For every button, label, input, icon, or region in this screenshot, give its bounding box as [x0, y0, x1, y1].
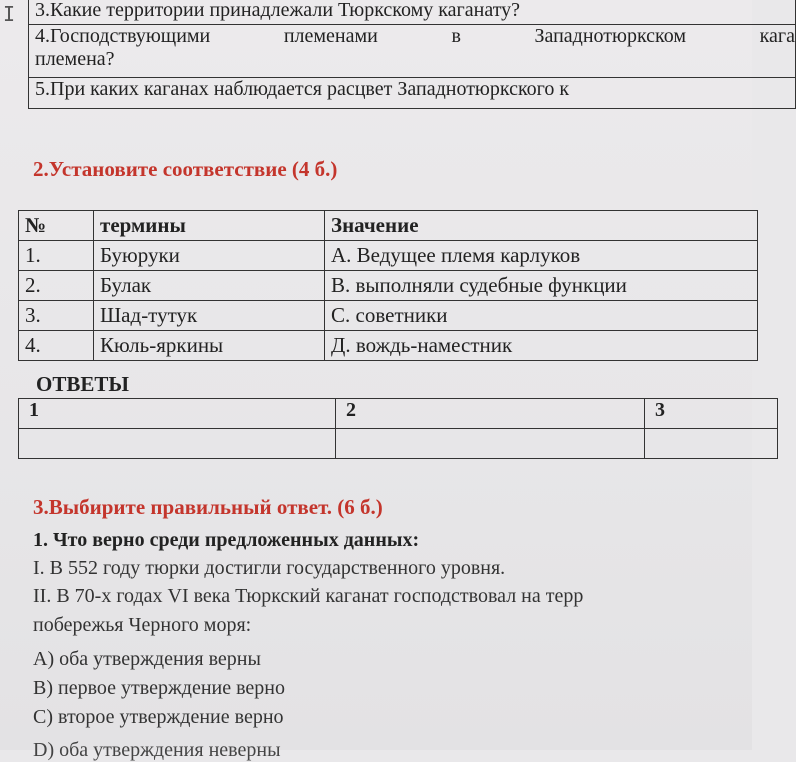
table-header-row	[19, 211, 758, 241]
meaning-cell: С. советники	[325, 301, 758, 331]
statement-1: I. В 552 году тюрки достигли государственного уровня.	[33, 557, 506, 579]
option-a: А) оба утверждения верны	[33, 648, 261, 670]
column-header-number: №	[19, 211, 94, 241]
table-row	[29, 0, 796, 25]
table-row	[19, 301, 758, 331]
meaning-cell: А. Ведущее племя карлуков	[325, 241, 758, 271]
meaning-cell: Д. вождь-наместник	[325, 331, 758, 361]
table-row	[29, 25, 796, 78]
row-number: 1.	[19, 241, 94, 271]
answer-header-2: 2	[336, 399, 645, 429]
table-row	[19, 271, 758, 301]
option-d: D) оба утверждения неверны	[33, 739, 281, 761]
answer-header-3: 3	[645, 399, 778, 429]
text-cursor-icon: I	[3, 2, 16, 26]
row-number: 3.	[19, 301, 94, 331]
section-2-title: 2.Установите соответствие (4 б.)	[33, 157, 338, 181]
answer-cell-2	[336, 429, 645, 459]
matching-table	[18, 210, 758, 361]
answers-label: ОТВЕТЫ	[36, 372, 129, 396]
question-4	[29, 25, 796, 78]
section-3-title: 3.Выбирите правильный ответ. (6 б.)	[33, 495, 383, 519]
question-4-line2: племена?	[35, 48, 115, 70]
question-3: 3.Какие территории принадлежали Тюркскому каганату?	[29, 0, 796, 25]
statement-2: II. В 70-х годах VI века Тюркский каганат господствовал на терр	[33, 585, 584, 607]
answer-cell-1	[19, 429, 336, 459]
table-row	[19, 331, 758, 361]
answer-cell-3	[645, 429, 778, 459]
question-4-line1: 4.Господствующими племенами в Западнотюркском кага	[35, 25, 795, 47]
term-cell: Шад-тутук	[94, 301, 325, 331]
table-header-row	[19, 399, 778, 429]
table-row	[29, 78, 796, 109]
meaning-cell: В. выполняли судебные функции	[325, 271, 758, 301]
term-cell: Буюруки	[94, 241, 325, 271]
term-cell: Булак	[94, 271, 325, 301]
question-text: 1. Что верно среди предложенных данных:	[33, 529, 420, 551]
column-header-terms: термины	[94, 211, 325, 241]
table-row	[19, 429, 778, 459]
row-number: 4.	[19, 331, 94, 361]
statement-2-continued: побережья Черного моря:	[33, 614, 252, 636]
option-b: В) первое утверждение верно	[33, 677, 286, 699]
question-5: 5.При каких каганах наблюдается расцвет Западнотюркского к	[29, 78, 796, 109]
answers-table	[18, 398, 778, 459]
answer-header-1: 1	[19, 399, 336, 429]
questions-table	[28, 0, 796, 109]
option-c: С) второе утверждение верно	[33, 706, 284, 728]
row-number: 2.	[19, 271, 94, 301]
column-header-meaning: Значение	[325, 211, 758, 241]
table-row	[19, 241, 758, 271]
term-cell: Кюль-яркины	[94, 331, 325, 361]
